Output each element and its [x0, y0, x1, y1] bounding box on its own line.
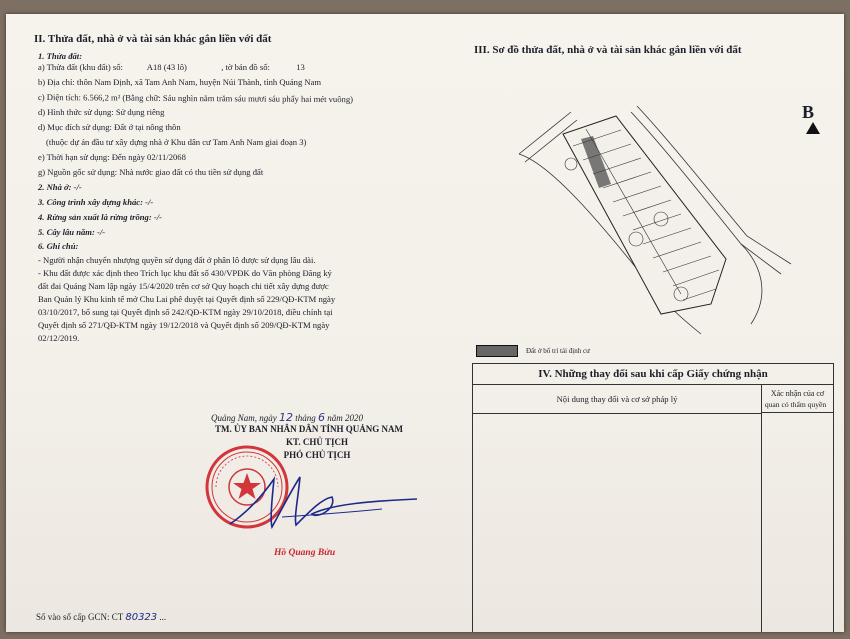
sign-month-label: tháng [295, 413, 316, 423]
sign-year: năm 2020 [327, 413, 364, 423]
note-line: 03/10/2017, bổ sung tại Quyết định số 242/QĐ-KTM ngày 29/10/2018, điều chỉnh tại [38, 307, 333, 317]
section-3-title: III. Sơ đồ thửa đất, nhà ở và tài sản khác gắn liền với đất [474, 44, 742, 56]
usage-form-line: d) Hình thức sử dụng: Sử dụng riêng [38, 107, 165, 117]
address-line: b) Địa chỉ: thôn Nam Định, xã Tam Anh Nam, huyện Núi Thành, tỉnh Quảng Nam [38, 77, 322, 87]
certificate-page [6, 14, 844, 632]
house-item: 2. Nhà ở: -/- [38, 182, 82, 192]
parcel-number-row [38, 62, 305, 73]
note-line: 02/12/2019. [38, 333, 80, 343]
usage-purpose-detail: (thuộc dự án đầu tư xây dựng nhà ở Khu dân cư Tam Anh Nam giai đoạn 3) [46, 137, 307, 147]
note-line: Ban Quản lý Khu kinh tế mở Chu Lai phê duyệt tại Quyết định số 229/QĐ-KTM ngày [38, 294, 336, 304]
signer-name: Hồ Quang Bửu [274, 548, 336, 558]
handwritten-signature-icon [222, 469, 422, 539]
note-line: Quyết định số 271/QĐ-KTM ngày 19/12/2018 và Quyết định số 209/QĐ-KTM ngày [38, 320, 330, 330]
sign-month: 6 [318, 411, 326, 424]
note-line: - Người nhận chuyển nhượng quyền sử dụng đất ở phân lô được sử dụng lâu dài. [38, 255, 316, 265]
changes-col-confirm-line1: Xác nhận của cơ [770, 389, 825, 398]
note-line: - Khu đất được xác định theo Trích lục khu đất số 430/VPĐK do Văn phòng Đăng ký [38, 268, 332, 278]
section-4-title: IV. Những thay đổi sau khi cấp Giấy chứng nhận [473, 364, 833, 385]
changes-col-content: Nội dung thay đổi và cơ sở pháp lý [473, 385, 762, 414]
issuer-role: PHÓ CHỦ TỊCH [283, 450, 351, 460]
changes-col-confirm-line2: quan có thẩm quyền [764, 400, 827, 409]
changes-table [472, 363, 834, 632]
registry-number [36, 612, 166, 623]
changes-col-confirm [762, 385, 833, 413]
registry-number-value: 80323 [125, 612, 158, 623]
sign-date-prefix: Quảng Nam, ngày [211, 413, 277, 423]
area-line: c) Diện tích: 6.566,2 m² (Bằng chữ: Sáu nghìn năm trăm sáu mươi sáu phẩy hai mét vuông) [37, 92, 354, 105]
perennial-item: 5. Cây lâu năm: -/- [38, 227, 106, 237]
registry-label: Số vào sổ cấp GCN: CT [36, 612, 124, 622]
changes-col-divider [761, 414, 762, 632]
north-arrow-icon [806, 122, 820, 134]
legend-hatch-swatch-icon [476, 345, 518, 357]
forest-item: 4. Rừng sản xuất là rừng trồng: -/- [38, 212, 162, 222]
map-sheet-value: 13 [296, 62, 305, 72]
usage-origin-line: g) Nguồn gốc sử dụng: Nhà nước giao đất có thu tiền sử dụng đất [38, 167, 264, 177]
notes-heading: 6. Ghi chú: [38, 241, 79, 251]
parcel-number-label: a) Thửa đất (khu đất) số: [38, 62, 123, 72]
north-arrow-label: B [802, 102, 815, 122]
legend-label: Đất ở bố trí tái định cư [526, 347, 590, 355]
section-2-title: II. Thửa đất, nhà ở và tài sản khác gắn liền với đất [34, 33, 272, 45]
map-sheet-label: , tờ bản đồ số: [221, 62, 270, 72]
land-heading: 1. Thửa đất: [38, 51, 83, 61]
parcel-map [511, 104, 801, 344]
usage-purpose-line: d) Mục đích sử dụng: Đất ở tại nông thôn [38, 122, 181, 132]
usage-term-line: e) Thời hạn sử dụng: Đến ngày 02/11/2068 [38, 152, 186, 162]
sign-date [211, 411, 363, 424]
note-line: đất đai Quảng Nam lập ngày 15/4/2020 trên cơ sở Quy hoạch chi tiết xây dựng được [38, 281, 329, 291]
sign-day: 12 [279, 411, 293, 424]
parcel-number-value: A18 (43 lô) [146, 62, 187, 72]
other-construction-item: 3. Công trình xây dựng khác: -/- [38, 197, 154, 207]
issuer-kt: KT. CHỦ TỊCH [286, 437, 348, 447]
issuer-org: TM. ỦY BAN NHÂN DÂN TỈNH QUẢNG NAM [215, 424, 403, 434]
registry-suffix: ... [159, 612, 167, 622]
